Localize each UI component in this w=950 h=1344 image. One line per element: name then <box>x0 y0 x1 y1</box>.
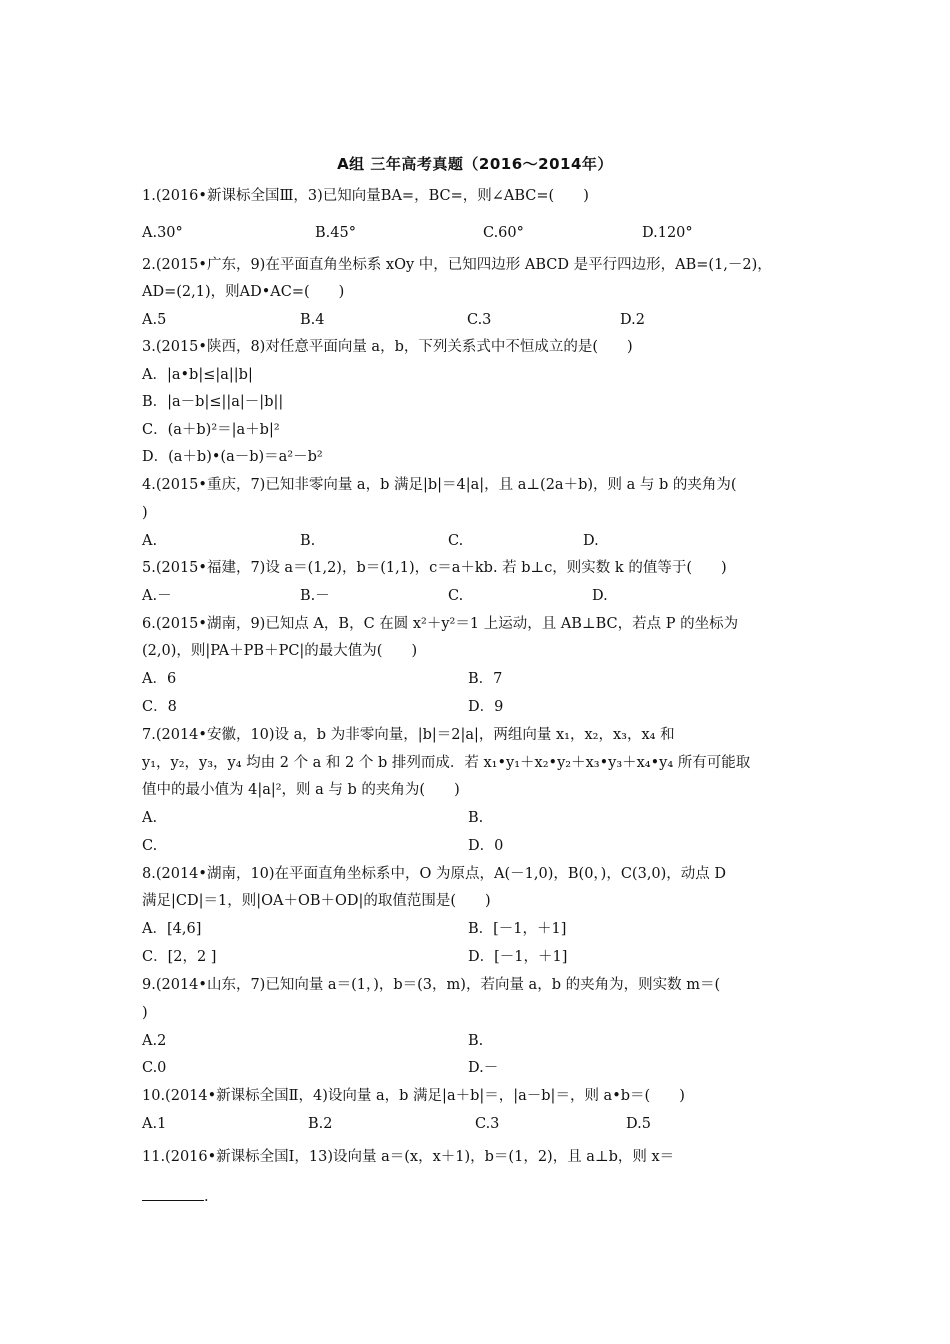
question-3-option-c: C．(a＋b)²＝|a＋b|² <box>142 422 280 438</box>
question-9-option-b: B. <box>468 1033 484 1049</box>
answer-blank <box>142 1186 204 1201</box>
question-9-option-d: D.－ <box>468 1060 499 1076</box>
question-7-option-a: A. <box>142 810 158 826</box>
question-8-option-a: A．[4,6] <box>142 921 202 937</box>
question-2-option-a: A.5 <box>142 312 167 328</box>
question-4-option-a: A. <box>142 533 158 549</box>
question-10-line-1: 10.(2014•新课标全国Ⅱ，4)设向量 a，b 满足|a＋b|＝，|a－b|＝，则 a•b＝( ) <box>142 1088 685 1104</box>
question-1-option-c: C.60° <box>483 225 524 241</box>
question-3-option-a: A．|a•b|≤|a||b| <box>142 367 253 383</box>
question-10-option-b: B.2 <box>308 1116 333 1132</box>
question-6-option-d: D．9 <box>468 699 504 715</box>
question-9-option-a: A.2 <box>142 1033 167 1049</box>
question-5-option-b: B.－ <box>300 588 330 604</box>
question-6-line-2: (2,0)，则|PA＋PB＋PC|的最大值为( ) <box>142 643 418 659</box>
question-5-option-d: D. <box>592 588 608 604</box>
question-3-line-1: 3.(2015•陕西，8)对任意平面向量 a，b，下列关系式中不恒成立的是( ) <box>142 339 633 355</box>
question-1-line-1: 1.(2016•新课标全国Ⅲ，3)已知向量BA=，BC=，则∠ABC=( ) <box>142 188 589 204</box>
question-9-line-2: ) <box>142 1005 148 1021</box>
question-11-line-1: 11.(2016•新课标全国Ⅰ，13)设向量 a＝(x，x＋1)，b＝(1，2)，且 a⊥b，则 x＝ <box>142 1149 675 1165</box>
question-4-line-1: 4.(2015•重庆，7)已知非零向量 a，b 满足|b|＝4|a|，且 a⊥(2a＋b)，则 a 与 b 的夹角为( <box>142 477 737 493</box>
question-7-option-d: D．0 <box>468 838 504 854</box>
question-4-line-2: ) <box>142 505 148 521</box>
question-1-option-d: D.120° <box>642 225 693 241</box>
question-9-option-c: C.0 <box>142 1060 167 1076</box>
question-4-option-c: C. <box>448 533 464 549</box>
question-2-line-2: AD=(2,1)，则AD•AC=( ) <box>142 284 345 300</box>
question-11-answer-line <box>142 1186 209 1207</box>
question-1-option-a: A.30° <box>142 225 183 241</box>
question-2-option-b: B.4 <box>300 312 325 328</box>
question-2-line-1: 2.(2015•广东，9)在平面直角坐标系 xOy 中，已知四边形 ABCD 是平行四边形，AB=(1,－2)， <box>142 257 772 273</box>
question-10-option-c: C.3 <box>475 1116 500 1132</box>
question-3-option-d: D．(a＋b)•(a－b)＝a²－b² <box>142 449 323 465</box>
question-9-line-1: 9.(2014•山东，7)已知向量 a＝(1，)，b＝(3，m)，若向量 a，b 的夹角为，则实数 m＝( <box>142 977 721 993</box>
question-4-option-d: D. <box>583 533 599 549</box>
question-3-option-b: B．|a－b|≤||a|－|b|| <box>142 394 284 410</box>
page-title: A组 三年高考真题（2016～2014年） <box>337 155 613 173</box>
question-6-option-b: B．7 <box>468 671 503 687</box>
question-8-line-2: 满足|CD|＝1，则|OA＋OB＋OD|的取值范围是( ) <box>142 893 491 909</box>
question-10-option-d: D.5 <box>626 1116 651 1132</box>
question-6-option-a: A．6 <box>142 671 177 687</box>
question-5-option-a: A.－ <box>142 588 172 604</box>
question-6-option-c: C．8 <box>142 699 177 715</box>
question-6-line-1: 6.(2015•湖南，9)已知点 A，B，C 在圆 x²＋y²＝1 上运动，且 AB⊥BC，若点 P 的坐标为 <box>142 616 739 632</box>
question-8-option-d: D．[－1，＋1] <box>468 949 568 965</box>
question-8-line-1: 8.(2014•湖南，10)在平面直角坐标系中，O 为原点，A(－1,0)，B(0，)，C(3,0)，动点 D <box>142 866 727 882</box>
question-5-option-c: C. <box>448 588 464 604</box>
question-4-option-b: B. <box>300 533 316 549</box>
question-1-option-b: B.45° <box>315 225 356 241</box>
question-10-option-a: A.1 <box>142 1116 167 1132</box>
question-8-option-c: C．[2，2 ] <box>142 949 217 965</box>
question-2-option-c: C.3 <box>467 312 492 328</box>
question-7-line-1: 7.(2014•安徽，10)设 a，b 为非零向量，|b|＝2|a|，两组向量 x₁，x₂，x₃，x₄ 和 <box>142 727 675 743</box>
question-7-line-3: 值中的最小值为 4|a|²，则 a 与 b 的夹角为( ) <box>142 782 460 798</box>
question-8-option-b: B．[－1，＋1] <box>468 921 567 937</box>
question-7-option-c: C. <box>142 838 158 854</box>
question-5-line-1: 5.(2015•福建，7)设 a＝(1,2)，b＝(1,1)，c＝a＋kb. 若 b⊥c，则实数 k 的值等于( ) <box>142 560 727 576</box>
question-7-line-2: y₁，y₂，y₃，y₄ 均由 2 个 a 和 2 个 b 排列而成．若 x₁•y₁＋x₂•y₂＋x₃•y₃＋x₄•y₄ 所有可能取 <box>142 755 751 771</box>
question-2-option-d: D.2 <box>620 312 645 328</box>
answer-blank-period: . <box>204 1189 209 1205</box>
question-7-option-b: B. <box>468 810 484 826</box>
